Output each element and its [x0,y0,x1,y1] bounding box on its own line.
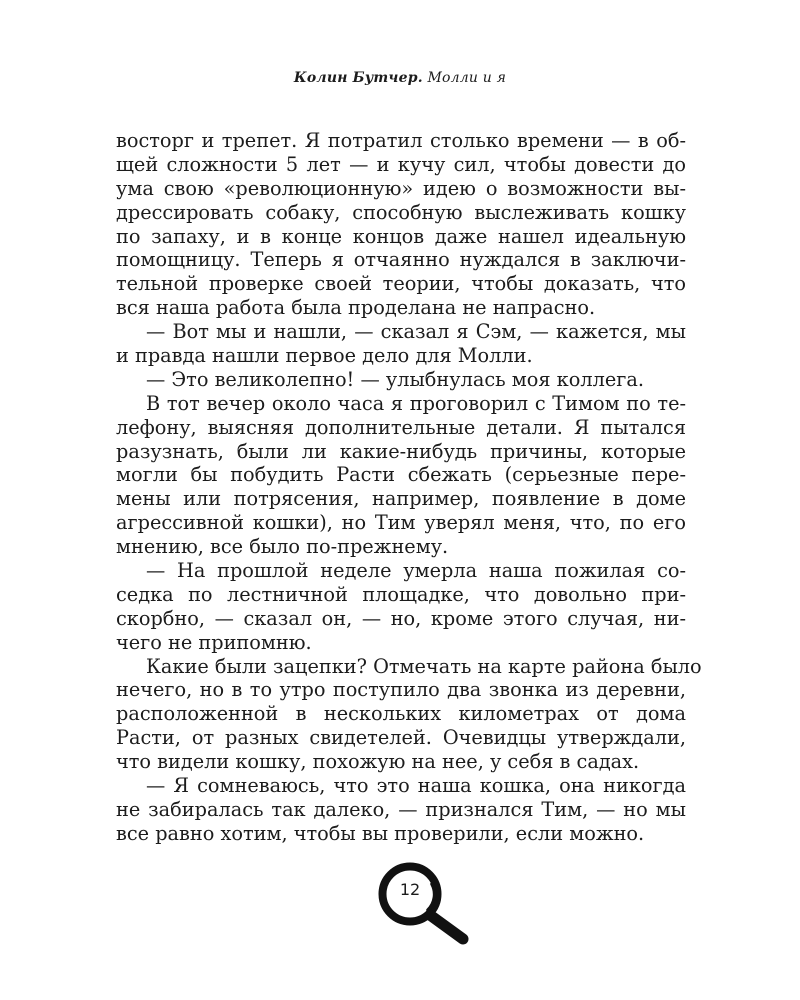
text-line: и правда нашли первое дело для Молли. [116,344,533,368]
text-line: В тот вечер около часа я проговорил с Тимом по те- [146,391,686,415]
running-head-author: Колин Бутчер. [293,70,423,86]
text-line: тельной проверке своей теории, чтобы доказать, что [116,272,686,296]
text-line: дрессировать собаку, способную выслеживать кошку [116,200,686,224]
text-line: лефону, выясняя дополнительные детали. Я пытался [116,415,686,439]
text-line: седка по лестничной площадке, что довольно при- [116,582,686,606]
text-line: — Вот мы и нашли, — сказал я Сэм, — кажется, мы [146,320,686,344]
text-line: — На прошлой неделе умерла наша пожилая со- [146,559,686,583]
text-line: мнению, все было по-прежнему. [116,535,449,559]
text-line: щей сложности 5 лет — и кучу сил, чтобы довести до [116,152,686,176]
text-line: — Это великолепно! — улыбнулась моя коллега. [146,367,644,391]
magnifying-glass-icon [376,862,476,946]
running-head [0,70,800,86]
text-line: восторг и трепет. Я потратил столько времени — в об- [116,129,686,152]
text-line: — Я сомневаюсь, что это наша кошка, она никогда [146,774,686,798]
text-line: могли бы побудить Расти сбежать (серьезные пере- [116,463,686,487]
text-line: все равно хотим, чтобы вы проверили, если можно. [116,821,645,845]
text-line: Какие были зацепки? Отмечать на карте района было [146,654,702,678]
page-body [116,129,702,846]
text-line: не забиралась так далеко, — признался Тим, — но мы [116,797,686,821]
page-number: 12 [399,880,421,899]
text-line: нечего, но в то утро поступило два звонка из деревни, [116,678,686,702]
text-line: помощницу. Теперь я отчаянно нуждался в заключи- [116,248,686,272]
text-line: мены или потрясения, например, появление в доме [116,487,686,511]
text-line: агрессивной кошки), но Тим уверял меня, что, по его [116,511,686,535]
text-line: расположенной в нескольких километрах от дома [116,702,686,726]
text-line: разузнать, были ли какие-нибудь причины, которые [116,439,686,463]
text-line: что видели кошку, похожую на нее, у себя в садах. [116,750,640,774]
text-line: ума свою «революционную» идею о возможности вы- [116,176,686,200]
running-head-title: Молли и я [422,70,507,86]
text-line: вся наша работа была проделана не напрасно. [116,296,596,320]
text-line: скорбно, — сказал он, — но, кроме этого случая, ни- [116,606,686,630]
text-line: Расти, от разных свидетелей. Очевидцы утверждали, [116,726,686,750]
text-line: по запаху, и в конце концов даже нашел идеальную [116,224,686,248]
text-line: чего не припомню. [116,630,312,654]
